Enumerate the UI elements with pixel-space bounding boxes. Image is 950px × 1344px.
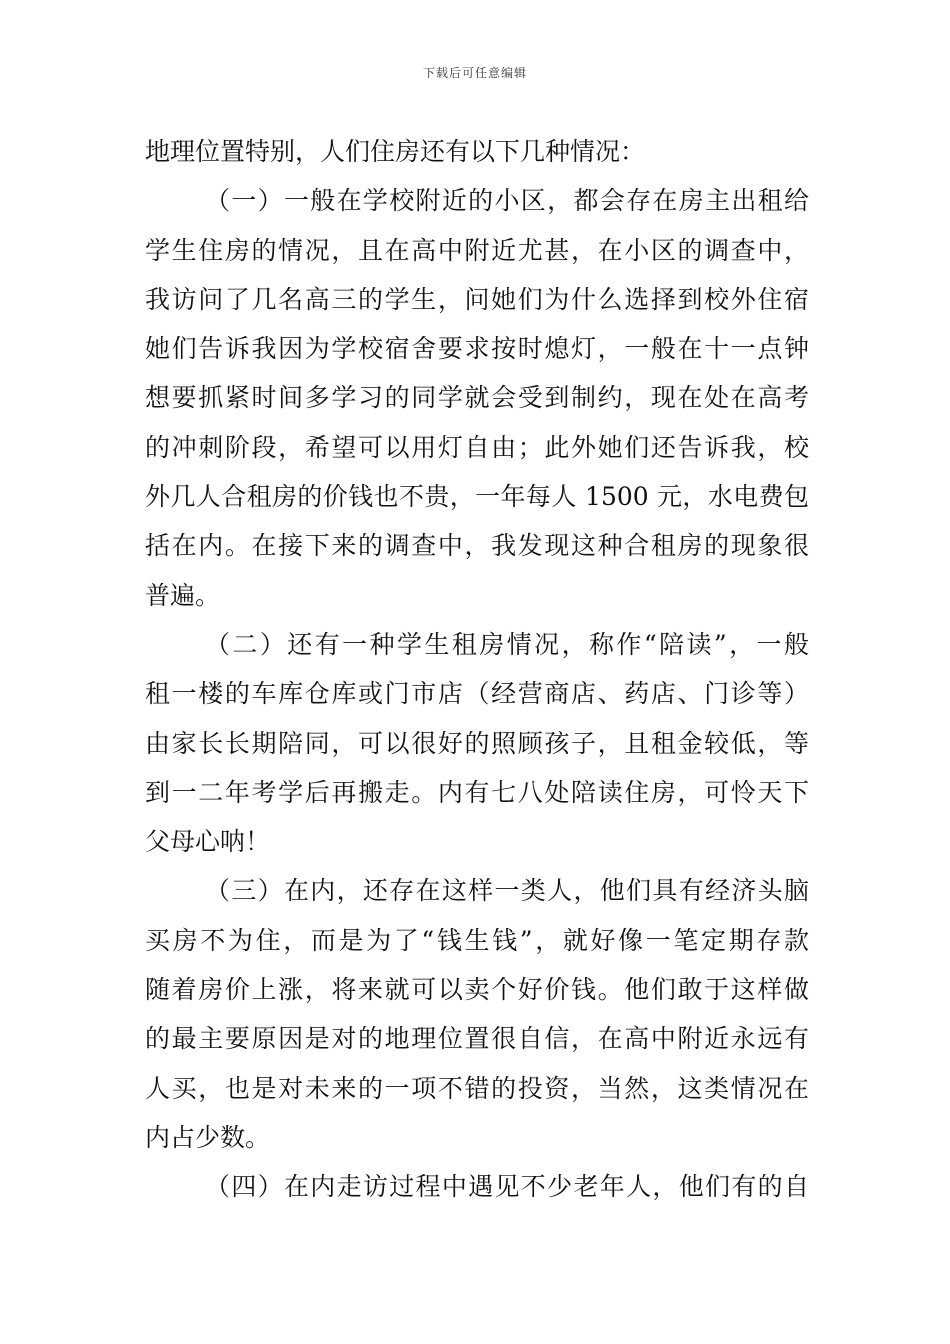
paragraph-start-line: （三）在内，还存在这样一类人，他们具有经济头脑 <box>205 876 809 906</box>
text-line: 到一二年考学后再搬走。内有七八处陪读住房，可怜天下 <box>145 777 809 807</box>
paragraph-start-line: （二）还有一种学生租房情况，称作“陪读”，一般 <box>205 629 809 659</box>
text-line: 想要抓紧时间多学习的同学就会受到制约，现在处在高考 <box>145 383 809 413</box>
paragraph-start-line: （一）一般在学校附近的小区，都会存在房主出租给 <box>205 186 809 216</box>
paragraph-start-line: （四）在内走访过程中遇见不少老年人，他们有的自 <box>205 1172 809 1202</box>
document-body <box>145 127 809 1212</box>
text-line: 的最主要原因是对的地理位置很自信，在高中附近永远有 <box>145 1024 809 1054</box>
text-line: 随着房价上涨，将来就可以卖个好价钱。他们敢于这样做 <box>145 975 809 1005</box>
text-line: 买房不为住，而是为了“钱生钱”，就好像一笔定期存款 <box>145 925 809 955</box>
text-line: 我访问了几名高三的学生，问她们为什么选择到校外住宿 <box>145 284 809 314</box>
text-line: 括在内。在接下来的调查中，我发现这种合租房的现象很 <box>145 531 809 561</box>
paragraph-end-line: 内占少数。 <box>145 1122 271 1152</box>
paragraph-end-line: 父母心呐！ <box>145 827 271 857</box>
text-line: 人买，也是对未来的一项不错的投资，当然，这类情况在 <box>145 1073 809 1103</box>
text-line: 租一楼的车库仓库或门市店（经营商店、药店、门诊等） <box>145 679 809 709</box>
text-line: 她们告诉我因为学校宿舍要求按时熄灯，一般在十一点钟 <box>145 334 809 364</box>
paragraph-end-line: 普遍。 <box>145 580 221 610</box>
text-line: 外几人合租房的价钱也不贵，一年每人 1500 元，水电费包 <box>145 482 809 512</box>
text-line: 地理位置特别，人们住房还有以下几种情况： <box>145 137 646 166</box>
page-header: 下载后可任意编辑 <box>422 66 527 80</box>
text-line: 由家长长期陪同，可以很好的照顾孩子，且租金较低，等 <box>145 728 809 758</box>
text-line: 的冲刺阶段，希望可以用灯自由；此外她们还告诉我，校 <box>145 432 809 462</box>
text-line: 学生住房的情况，且在高中附近尤甚，在小区的调查中， <box>145 235 809 265</box>
